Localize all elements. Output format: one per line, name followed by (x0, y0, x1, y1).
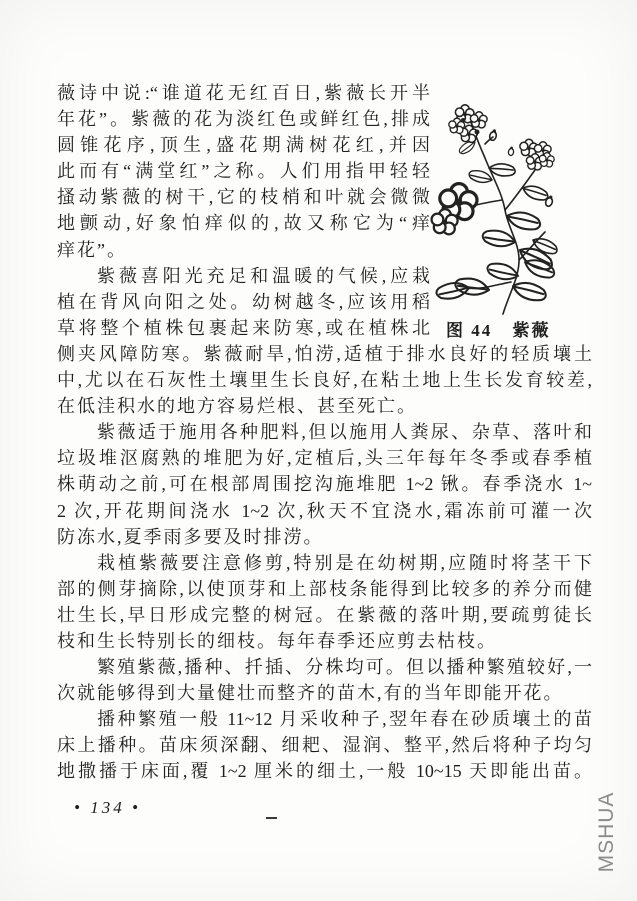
text-line: 床上播种。苗床须深翻、细耙、湿润、整平,然后将种子均匀 (57, 735, 592, 756)
text-line: 在低洼积水的地方容易烂根、甚至死亡。 (57, 396, 417, 417)
text-line: 薇诗中说:“谁道花无红百日,紫薇长开半 (57, 83, 430, 103)
crape-myrtle-illustration (425, 92, 605, 322)
text-line: 2 次,开花期间浇水 1~2 次,秋天不宜浇水,霜冻前可灌一次 (57, 500, 592, 521)
text-line: 垃圾堆沤腐熟的堆肥为好,定植后,头三年每年冬季或春季植 (57, 448, 592, 469)
text-line: 植在背风向阳之处。幼树越冬,应该用稻 (57, 291, 430, 312)
figure-caption (446, 316, 551, 341)
text-line: 次就能够得到大量健壮而整齐的苗木,有的当年即能开花。 (57, 683, 564, 704)
text-line: 圆锥花序,顶生,盛花期满树花红,并因 (57, 135, 430, 156)
text-line: 侧夹风障防寒。紫薇耐旱,怕涝,适植于排水良好的轻质壤土 (57, 343, 592, 364)
text-line: 栽植紫薇要注意修剪,特别是在幼树期,应随时将茎干下 (97, 552, 592, 573)
text-line: 年花”。紫薇的花为淡红色或鲜红色,排成 (57, 109, 430, 130)
text-line: 地撒播于床面,覆 1~2 厘米的细土,一般 10~15 天即能出苗。 (57, 761, 592, 782)
stray-scan-mark (266, 817, 277, 819)
text-line: 此而有“满堂红”之称。人们用指甲轻轻 (57, 161, 430, 182)
page-number: • 134 • (74, 798, 141, 817)
text-line: 紫薇适于施用各种肥料,但以施用人粪尿、杂草、落叶和 (97, 422, 592, 443)
text-line: 中,尤以在石灰性土壤里生长良好,在粘土地上生长发育较差, (57, 370, 592, 391)
figure-illustration (425, 92, 605, 322)
text-line: 枝和生长特别长的细枝。每年春季还应剪去枯枝。 (57, 630, 497, 651)
text-line: 株萌动之前,可在根部周围挖沟施堆肥 1~2 锹。春季浇水 1~ (57, 474, 592, 495)
text-line: 地颤动,好象怕痒似的,故又称它为“痒 (57, 213, 430, 234)
text-line: 壮生长,早日形成完整的树冠。在紫薇的落叶期,要疏剪徒长 (57, 604, 592, 625)
text-line: 痒花”。 (57, 239, 127, 260)
figure-caption-label: 图 44 (446, 321, 493, 340)
text-line: 播种繁殖一般 11~12 月采收种子,翌年春在砂质壤土的苗 (97, 709, 592, 730)
text-line: 防冻水,夏季雨多要及时排涝。 (57, 526, 324, 547)
figure-caption-title: 紫薇 (512, 321, 551, 340)
text-line: 紫薇喜阳光充足和温暖的气候,应栽 (97, 265, 430, 286)
text-line: 繁殖紫薇,播种、扦插、分株均可。但以播种繁殖较好,一 (97, 657, 592, 678)
text-line: 部的侧芽摘除,以使顶芽和上部枝条能得到比较多的养分而健 (57, 578, 592, 599)
text-line: 搔动紫薇的树干,它的枝梢和叶就会微微 (57, 187, 430, 208)
text-line: 草将整个植株包裹起来防寒,或在植株北 (57, 317, 430, 338)
watermark-text: MSHUA (595, 791, 618, 873)
